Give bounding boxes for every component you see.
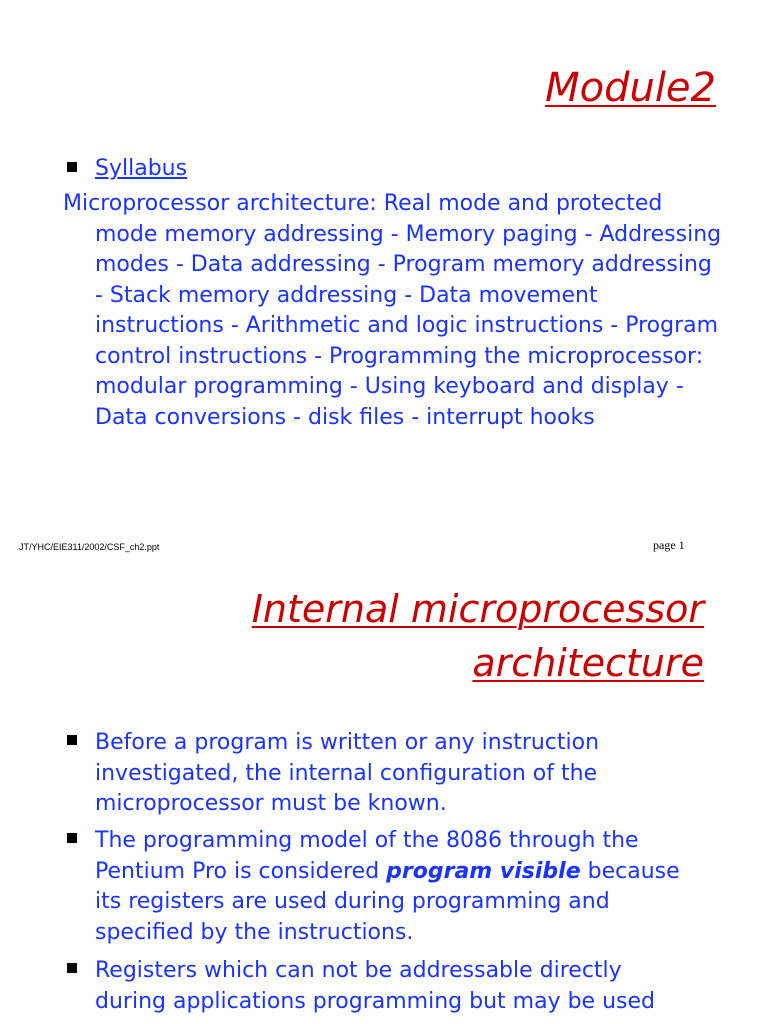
bullet-square	[67, 963, 77, 973]
footer-filename: JT/YHC/EIE311/2002/CSF_ch2.ppt	[19, 542, 160, 552]
syllabus-paragraph: Microprocessor architecture: Real mode and protected mode memory addressing - Memory paging - Addressing modes - Data addressing - Program memory addressing - Stack memory addressing - Data movement instructions - Arithmetic and logic instructions - Program control instructions - Programming the microprocessor: modular programming - Using keyboard and display - Data conversions - disk files - interrupt hooks	[63, 191, 722, 430]
slide-title: Module2	[545, 65, 716, 111]
bullet-square	[67, 162, 77, 172]
bullet-square	[67, 735, 77, 745]
list-item	[67, 956, 697, 1017]
page-number: page 1	[653, 538, 685, 552]
list-item	[67, 826, 697, 948]
bullet-text	[95, 826, 697, 948]
slide-title	[252, 582, 704, 690]
bullet-text: Registers which can not be addressable directly during applications programming but may be used	[95, 958, 655, 1014]
syllabus-link[interactable]: Syllabus	[95, 156, 188, 181]
title-line-2: architecture	[472, 641, 704, 685]
bullet-text-pre: The programming model of the 8086 through the Pentium Pro is considered	[95, 828, 639, 884]
bullet-square	[67, 833, 77, 843]
syllabus-bullet	[67, 155, 187, 183]
title-line-1: Internal microprocessor	[251, 587, 704, 631]
highlight-text: program visible	[386, 858, 581, 884]
list-item	[67, 728, 697, 820]
bullet-text-post: because its registers are used during programming and specified by the instructions.	[95, 858, 680, 945]
bullet-text: Before a program is written or any instruction investigated, the internal configuration of the microprocessor must be known.	[95, 730, 600, 816]
slide-2	[0, 560, 768, 1024]
